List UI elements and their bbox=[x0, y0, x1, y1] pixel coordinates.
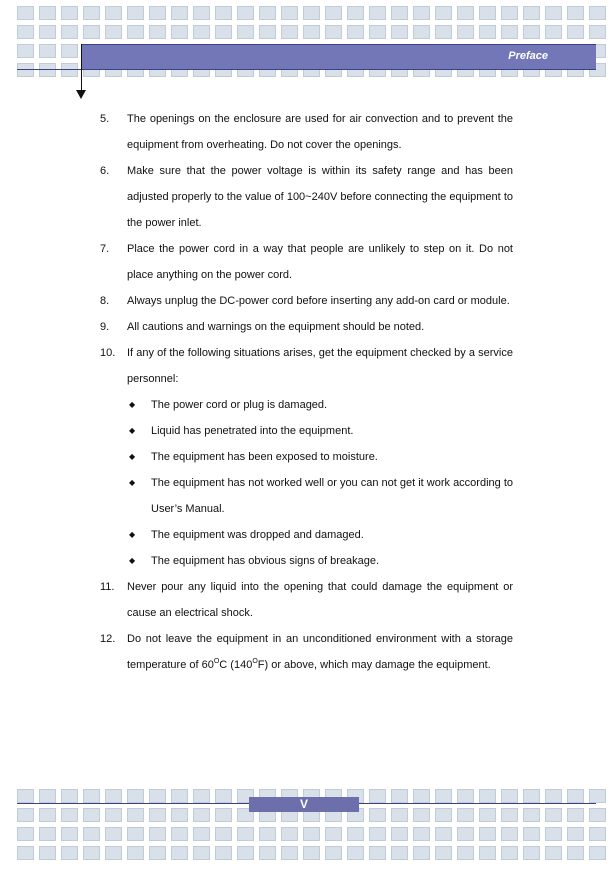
tile bbox=[193, 846, 210, 860]
tile bbox=[215, 827, 232, 841]
tile bbox=[391, 25, 408, 39]
tile bbox=[17, 846, 34, 860]
tile bbox=[325, 25, 342, 39]
tile bbox=[457, 827, 474, 841]
tile bbox=[457, 6, 474, 20]
list-item bbox=[0, 574, 612, 626]
safety-instructions bbox=[0, 106, 612, 678]
tile bbox=[369, 25, 386, 39]
list-item bbox=[0, 314, 612, 340]
diamond-bullet-icon: ◆ bbox=[129, 478, 136, 487]
tile bbox=[149, 846, 166, 860]
diamond-bullet-icon: ◆ bbox=[129, 556, 136, 565]
bullet-text: The equipment has not worked well or you can not get it work according to User’s Manual. bbox=[151, 477, 513, 515]
tile bbox=[39, 808, 56, 822]
tile bbox=[17, 789, 34, 803]
tile bbox=[457, 846, 474, 860]
tile bbox=[171, 6, 188, 20]
tile bbox=[105, 808, 122, 822]
tile bbox=[39, 44, 56, 58]
text-segment: Do not leave the equipment in an unconditioned environment with a storage temperature of 60 bbox=[127, 633, 513, 671]
item-text: Place the power cord in a way that people are unlikely to step on it. Do not place anything on the power cord. bbox=[127, 243, 513, 281]
tile bbox=[545, 808, 562, 822]
tile bbox=[545, 846, 562, 860]
tile bbox=[303, 6, 320, 20]
tile bbox=[193, 25, 210, 39]
tile bbox=[61, 846, 78, 860]
tile bbox=[413, 808, 430, 822]
header-rule bbox=[17, 69, 82, 70]
tile bbox=[303, 827, 320, 841]
tile bbox=[215, 846, 232, 860]
tile bbox=[479, 6, 496, 20]
tile bbox=[281, 25, 298, 39]
tile bbox=[193, 789, 210, 803]
tile bbox=[105, 846, 122, 860]
tile bbox=[391, 789, 408, 803]
bullet-item bbox=[0, 444, 612, 470]
tile bbox=[501, 25, 518, 39]
item-number: 5. bbox=[100, 113, 110, 125]
list-item bbox=[0, 288, 612, 314]
tile bbox=[523, 6, 540, 20]
tile bbox=[325, 846, 342, 860]
item-text: Always unplug the DC-power cord before inserting any add-on card or module. bbox=[127, 295, 510, 307]
tile bbox=[545, 6, 562, 20]
tile bbox=[105, 789, 122, 803]
bullet-text: The equipment has obvious signs of breakage. bbox=[151, 555, 380, 567]
tile bbox=[61, 6, 78, 20]
item-number: 6. bbox=[100, 165, 110, 177]
text-segment: C (140 bbox=[219, 659, 253, 671]
item-text bbox=[127, 626, 513, 678]
tile bbox=[17, 63, 34, 77]
tile bbox=[589, 808, 606, 822]
tile bbox=[413, 827, 430, 841]
tile bbox=[523, 808, 540, 822]
item-text: All cautions and warnings on the equipment should be noted. bbox=[127, 321, 425, 333]
list-item bbox=[0, 158, 612, 236]
tile bbox=[457, 789, 474, 803]
tile bbox=[281, 6, 298, 20]
tile bbox=[281, 846, 298, 860]
item-text: Never pour any liquid into the opening that could damage the equipment or cause an electrical shock. bbox=[127, 581, 513, 619]
tile bbox=[545, 789, 562, 803]
tile bbox=[369, 6, 386, 20]
tile bbox=[369, 827, 386, 841]
tile bbox=[523, 846, 540, 860]
tile bbox=[105, 6, 122, 20]
tile bbox=[435, 25, 452, 39]
tile bbox=[105, 25, 122, 39]
tile bbox=[369, 846, 386, 860]
arrow-line bbox=[81, 44, 82, 90]
tile bbox=[567, 808, 584, 822]
tile bbox=[567, 6, 584, 20]
tile bbox=[193, 808, 210, 822]
tile bbox=[259, 25, 276, 39]
tile bbox=[83, 6, 100, 20]
diamond-bullet-icon: ◆ bbox=[129, 452, 136, 461]
tile bbox=[237, 827, 254, 841]
tile bbox=[171, 808, 188, 822]
tile bbox=[391, 846, 408, 860]
tile bbox=[61, 789, 78, 803]
tile bbox=[149, 808, 166, 822]
tile bbox=[39, 6, 56, 20]
tile bbox=[347, 25, 364, 39]
tile bbox=[413, 789, 430, 803]
tile bbox=[479, 846, 496, 860]
tile bbox=[435, 6, 452, 20]
tile bbox=[435, 789, 452, 803]
tile bbox=[259, 827, 276, 841]
degree-superscript: O bbox=[213, 658, 220, 665]
tile bbox=[567, 789, 584, 803]
tile bbox=[347, 827, 364, 841]
tile bbox=[501, 789, 518, 803]
tile bbox=[149, 25, 166, 39]
diamond-bullet-icon: ◆ bbox=[129, 426, 136, 435]
bullet-text: The equipment has been exposed to moisture. bbox=[151, 451, 378, 463]
header-band bbox=[82, 44, 596, 70]
tile bbox=[215, 6, 232, 20]
tile bbox=[39, 789, 56, 803]
tile bbox=[17, 827, 34, 841]
tile bbox=[83, 827, 100, 841]
tile bbox=[435, 827, 452, 841]
tile bbox=[259, 6, 276, 20]
tile bbox=[83, 846, 100, 860]
item-number: 12. bbox=[100, 633, 116, 645]
list-item bbox=[0, 106, 612, 158]
tile bbox=[237, 6, 254, 20]
bullet-item bbox=[0, 548, 612, 574]
tile bbox=[127, 6, 144, 20]
item-text: The openings on the enclosure are used for air convection and to prevent the equipment from overheating. Do not cover the openings. bbox=[127, 113, 513, 151]
page-header-title: Preface bbox=[508, 50, 548, 62]
tile bbox=[61, 63, 78, 77]
tile bbox=[17, 808, 34, 822]
tile bbox=[567, 846, 584, 860]
tile bbox=[149, 827, 166, 841]
tile bbox=[17, 44, 34, 58]
tile bbox=[17, 6, 34, 20]
tile bbox=[369, 789, 386, 803]
item-number: 8. bbox=[100, 295, 110, 307]
tile bbox=[479, 827, 496, 841]
tile bbox=[589, 846, 606, 860]
tile bbox=[281, 827, 298, 841]
tile bbox=[391, 808, 408, 822]
tile bbox=[215, 25, 232, 39]
tile bbox=[83, 789, 100, 803]
tile bbox=[127, 846, 144, 860]
tile bbox=[237, 846, 254, 860]
list-item bbox=[0, 340, 612, 392]
tile bbox=[347, 846, 364, 860]
bullet-text: The power cord or plug is damaged. bbox=[151, 399, 328, 411]
list-item bbox=[0, 626, 612, 678]
degree-superscript: O bbox=[252, 658, 258, 665]
tile bbox=[523, 827, 540, 841]
tile bbox=[171, 846, 188, 860]
page-number: V bbox=[249, 797, 359, 812]
tile bbox=[413, 25, 430, 39]
tile bbox=[149, 6, 166, 20]
bullet-item bbox=[0, 470, 612, 522]
tile bbox=[391, 827, 408, 841]
tile bbox=[523, 25, 540, 39]
tile bbox=[589, 789, 606, 803]
tile bbox=[567, 25, 584, 39]
bullet-item bbox=[0, 522, 612, 548]
tile bbox=[259, 846, 276, 860]
tile bbox=[127, 808, 144, 822]
tile bbox=[479, 808, 496, 822]
tile bbox=[369, 808, 386, 822]
tile bbox=[413, 6, 430, 20]
diamond-bullet-icon: ◆ bbox=[129, 530, 136, 539]
tile bbox=[105, 827, 122, 841]
tile bbox=[457, 25, 474, 39]
tile bbox=[39, 63, 56, 77]
arrow-down-icon bbox=[76, 90, 86, 99]
tile bbox=[127, 827, 144, 841]
tile bbox=[391, 6, 408, 20]
tile bbox=[127, 25, 144, 39]
tile bbox=[171, 789, 188, 803]
tile bbox=[589, 827, 606, 841]
bullet-text: The equipment was dropped and damaged. bbox=[151, 529, 364, 541]
bullet-text: Liquid has penetrated into the equipment. bbox=[151, 425, 354, 437]
tile bbox=[589, 6, 606, 20]
tile bbox=[171, 827, 188, 841]
tile bbox=[589, 25, 606, 39]
list-item bbox=[0, 236, 612, 288]
bullet-item bbox=[0, 418, 612, 444]
tile bbox=[347, 6, 364, 20]
item-text: If any of the following situations arises, get the equipment checked by a service personnel: bbox=[127, 347, 513, 385]
tile bbox=[17, 25, 34, 39]
tile bbox=[83, 25, 100, 39]
tile bbox=[545, 25, 562, 39]
tile bbox=[149, 789, 166, 803]
item-number: 10. bbox=[100, 347, 116, 359]
tile bbox=[435, 808, 452, 822]
item-number: 11. bbox=[100, 581, 115, 593]
tile bbox=[325, 6, 342, 20]
tile bbox=[215, 789, 232, 803]
tile bbox=[215, 808, 232, 822]
text-segment: F) or above, which may damage the equipment. bbox=[257, 659, 491, 671]
tile bbox=[501, 827, 518, 841]
tile bbox=[501, 6, 518, 20]
tile bbox=[435, 846, 452, 860]
tile bbox=[61, 827, 78, 841]
tile bbox=[193, 6, 210, 20]
item-number: 7. bbox=[100, 243, 110, 255]
tile bbox=[479, 25, 496, 39]
tile bbox=[303, 25, 320, 39]
tile bbox=[61, 25, 78, 39]
tile bbox=[545, 827, 562, 841]
tile bbox=[193, 827, 210, 841]
tile bbox=[39, 846, 56, 860]
bullet-item bbox=[0, 392, 612, 418]
tile bbox=[171, 25, 188, 39]
diamond-bullet-icon: ◆ bbox=[129, 400, 136, 409]
tile bbox=[61, 44, 78, 58]
item-number: 9. bbox=[100, 321, 110, 333]
item-text: Make sure that the power voltage is within its safety range and has been adjusted properly to the value of 100~240V before connecting the equipment to the power inlet. bbox=[127, 165, 513, 229]
tile bbox=[413, 846, 430, 860]
tile bbox=[61, 808, 78, 822]
tile bbox=[501, 808, 518, 822]
tile bbox=[83, 808, 100, 822]
tile bbox=[127, 789, 144, 803]
tile bbox=[479, 789, 496, 803]
tile bbox=[303, 846, 320, 860]
tile bbox=[567, 827, 584, 841]
tile bbox=[523, 789, 540, 803]
tile bbox=[325, 827, 342, 841]
tile bbox=[39, 25, 56, 39]
tile bbox=[237, 25, 254, 39]
tile bbox=[39, 827, 56, 841]
tile bbox=[457, 808, 474, 822]
tile bbox=[501, 846, 518, 860]
